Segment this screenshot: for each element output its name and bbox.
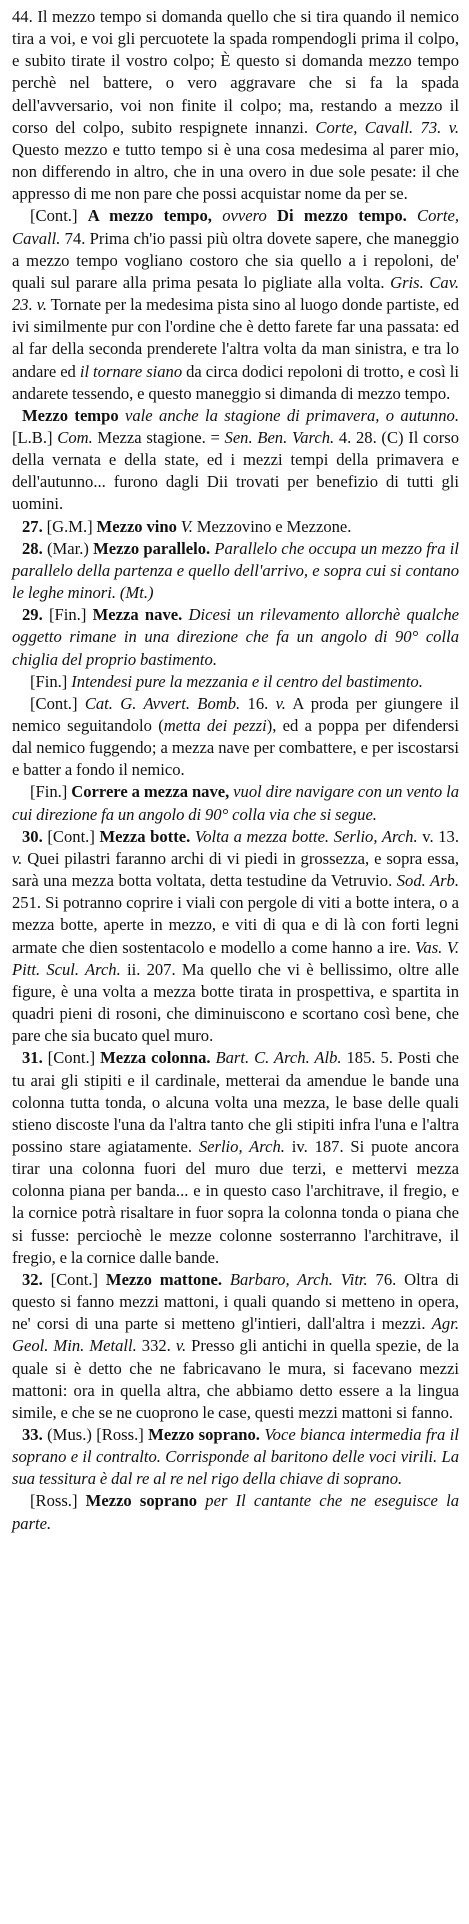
headword: Correre a mezza nave, (71, 782, 230, 802)
body-text: ii. 207. Ma quello che vi è bellissimo, oltre alle figure, è una volta a mezza botte tirata in prospettiva, e spartita in quadri pieni di rosoni, che diminuiscono e scortano così bene, che pare che sia bucato quel muro. (12, 959, 459, 1046)
body-text: 74. Prima ch'io passi più oltra dovete sapere, che maneggio a mezzo tempo vogliano costoro che sia quello a i repoloni, de' quali sul parare alla prima pesata lo pigliate alla volta. (12, 228, 459, 292)
body-text: 76. Oltra di questo si fanno mezzi mattoni, i quali quando si metteno in opera, ne' corsi di una parte si metteno gl'intieri, dall'altra i mezzi. (12, 1269, 459, 1334)
italic-text: Dicesi un rilevamento allorchè qualche oggetto rimane in una direzione che fa un angolo di 90° colla chiglia del proprio bastimento. (12, 605, 459, 669)
entry-30 (12, 826, 459, 1048)
entry-mezzo-tempo-stagione (12, 405, 459, 516)
headword: Mezzo soprano. (148, 1425, 260, 1444)
body-text: 4. 28. (C) Il corso della vernata e della state, ed i mezzi tempi della primavera e dell'autunno... furono dagli Dii trovati per benefizio di tutti gli uomini. (12, 427, 459, 514)
body-text: iv. 187. Si puote ancora tirar una colonna fuori del muro due terzi, e mettervi mezza colonna piana per banda... e in questo caso l'architrave, il fregio, e la cornice potrà risaltare in fuor sopra la colonna tonda o piana che si fusse: perciochè le mezze colonne sosterranno l'architrave, il fregio, e la cornice dalle bande. (12, 1136, 460, 1267)
body-text: (Mar.) (42, 538, 94, 558)
italic-text: Agr. Geol. Min. Metall. (12, 1314, 459, 1356)
italic-text: vuol dire navigare con un vento la cui direzione fa un angolo di 90° colla via che si segue. (12, 782, 459, 824)
entry-32 (12, 1269, 459, 1424)
italic-text: Bart. C. Arch. Alb. (215, 1048, 342, 1068)
headword: Mezza botte. (99, 826, 191, 846)
entry-33-ross (12, 1490, 459, 1534)
italic-text: V. (180, 516, 193, 536)
headword: 27. (22, 516, 43, 536)
body-text: A proda per giungere il nemico seguitandolo ( (12, 693, 459, 735)
italic-text: Corte, Cavall. (12, 206, 459, 248)
body-text: [Cont.] (30, 693, 85, 713)
body-text: Quei pilastri faranno archi di vi piedi in grossezza, e sopra essa, sarà una mezza botta voltata, detta testudine da Vetruvio. (12, 848, 459, 891)
body-text: [Cont.] (42, 826, 100, 846)
body-text: [G.M.] (42, 516, 97, 536)
body-text: [Cont.] (42, 1269, 106, 1289)
headword: Mezzo tempo (22, 405, 119, 425)
italic-text: Gris. Cav. 23. v. (12, 272, 460, 315)
italic-text: ovvero (211, 206, 278, 226)
headword: 31. (22, 1048, 43, 1068)
headword: Mezza nave. (92, 605, 183, 625)
headword: Mezzo mattone. (105, 1269, 223, 1289)
italic-text: Corte, Cavall. 73. v. (315, 117, 459, 137)
italic-text: v. (275, 693, 286, 713)
body-text: [Ross.] (30, 1491, 86, 1511)
headword: 33. (22, 1425, 43, 1444)
body-text: v. 13. (417, 826, 459, 846)
headword: Mezzo parallelo. (93, 538, 211, 558)
italic-text: v. (175, 1336, 187, 1356)
body-text: 251. Si potranno coprire i viali con pergole di viti a botte intera, o a mezza botte, aperte in mezzo, e viti di qua e di là con forti legni armate che dien sostentacolo e modello a come hanno a ire. (12, 893, 459, 957)
body-text: 332. (136, 1336, 176, 1356)
body-text: [Fin.] (30, 782, 72, 802)
body-text: [Cont.] (42, 1048, 101, 1068)
italic-text: il tornare siano (79, 361, 183, 381)
entry-29-fin2 (12, 781, 459, 825)
headword: Mezzo vino (96, 516, 177, 536)
italic-text: Cat. G. Avvert. Bomb. (84, 693, 241, 713)
italic-text: Com. (57, 427, 93, 447)
body-text: Questo mezzo e tutto tempo si è una cosa medesima al parer mio, non differendo in altro, che in una overo in due sole pesate: il che appresso di me non pare che possi acquistar nome da per se. (12, 139, 459, 204)
headword: A mezzo tempo, (87, 206, 212, 226)
body-text: 185. 5. Posti che tu arai gli stipiti e il cardinale, metterai da amendue le bande una colonna tutta tonda, o alcuna volta una mezza, le base delle quali stieno discoste l'una da l'altra tanto che gli stipiti infra l'una e l'altra possino stare agiatamente. (12, 1048, 459, 1156)
body-text: [Fin.] (42, 605, 93, 625)
entry-27 (12, 516, 459, 538)
body-text: Mezzovino e Mezzone. (192, 516, 352, 536)
body-text: (Mus.) [Ross.] (42, 1425, 149, 1444)
italic-text: Vas. V. Pitt. Scul. Arch. (12, 937, 459, 979)
entry-29 (12, 604, 459, 670)
italic-text: Sen. Ben. Varch. (224, 427, 335, 447)
headword: 28. (22, 538, 43, 558)
headword: Di mezzo tempo. (277, 206, 407, 226)
body-text: [Cont.] (30, 206, 88, 226)
italic-text: Parallelo che occupa un mezzo fra il parallelo della partenza e quello dell'arrivo, e sopra cui si contano le leghe minori. (Mt.) (12, 538, 459, 603)
italic-text: per Il cantante che ne eseguisce la parte. (12, 1491, 459, 1533)
headword: Mezza colonna. (100, 1048, 211, 1068)
headword: 32. (22, 1269, 43, 1289)
body-text: da circa dodici repoloni di trotto, e così li andarete tessendo, e questo maneggio si dimanda di mezzo tempo. (12, 361, 459, 403)
entry-31 (12, 1047, 459, 1269)
italic-text: metta dei pezzi (163, 716, 267, 735)
entry-33 (12, 1424, 459, 1490)
body-text: [Fin.] (30, 671, 72, 691)
body-text (222, 1270, 230, 1289)
body-text (407, 206, 417, 225)
entry-44-cont (12, 6, 459, 205)
italic-text: Serlio, Arch. (198, 1136, 285, 1156)
italic-text: Voce bianca intermedia fra il soprano e il contralto. Corrisponde al baritono delle voci virili. La sua tessitura è dal re al re nel rigo della chiave di soprano. (12, 1425, 459, 1489)
body-text: 16. (240, 693, 276, 713)
italic-text: v. (12, 848, 23, 868)
italic-text: Volta a mezza botte. Serlio, Arch. (190, 826, 418, 846)
italic-text: vale anche la stagione di primavera, o autunno. (118, 405, 459, 425)
headword: 29. (22, 605, 43, 625)
headword: Mezzo soprano (85, 1491, 198, 1511)
italic-text: Barbaro, Arch. Vitr. (229, 1269, 368, 1289)
headword: 30. (22, 826, 43, 846)
body-text: Tornate per la medesima pista sino al luogo donde partiste, ed ivi similmente pur con l'ordine che è detto farete far una passata: ed al far della seconda prenderete l'altra volta da man sinistra, e tra lo andare ed (12, 295, 460, 381)
entry-29-cont (12, 693, 459, 782)
body-text: 44. Il mezzo tempo si domanda quello che si tira quando il nemico tira a voi, e voi gli percuotete la spada rompendogli prima il colpo, e subito tirate il vostro colpo; È questo si domanda mezzo tempo perchè nel battere, o vero aggravare che si fa la spada dell'avversario, voi non finite il colpo; ma, restando a mezzo il corso del colpo, subito respignete innanzi. (12, 7, 459, 137)
italic-text: Intendesi pure la mezzania e il centro del bastimento. (71, 671, 423, 691)
entry-mezzo-tempo-cont (12, 205, 459, 404)
body-text: ), ed a poppa per difendersi dal nemico fuggendo; a mezza nave per combattere, e per iscostarsi e batter a fondo il nemico. (12, 716, 459, 780)
body-text: [L.B.] (12, 427, 58, 447)
entry-28 (12, 538, 459, 604)
italic-text: Sod. Arb. (396, 871, 459, 891)
entry-29-fin (12, 671, 459, 693)
body-text: Mezza stagione. = (92, 427, 225, 447)
body-text: Presso gli antichi in quella spezie, de la quale si è detto che ne fabricavano le mura, si facevano mezzi mattoni: ora in quella altra, che abbiamo detto essere a la lingua simile, e che se ne cuoprono le case, questi mezzi mattoni si fanno. (12, 1336, 459, 1422)
